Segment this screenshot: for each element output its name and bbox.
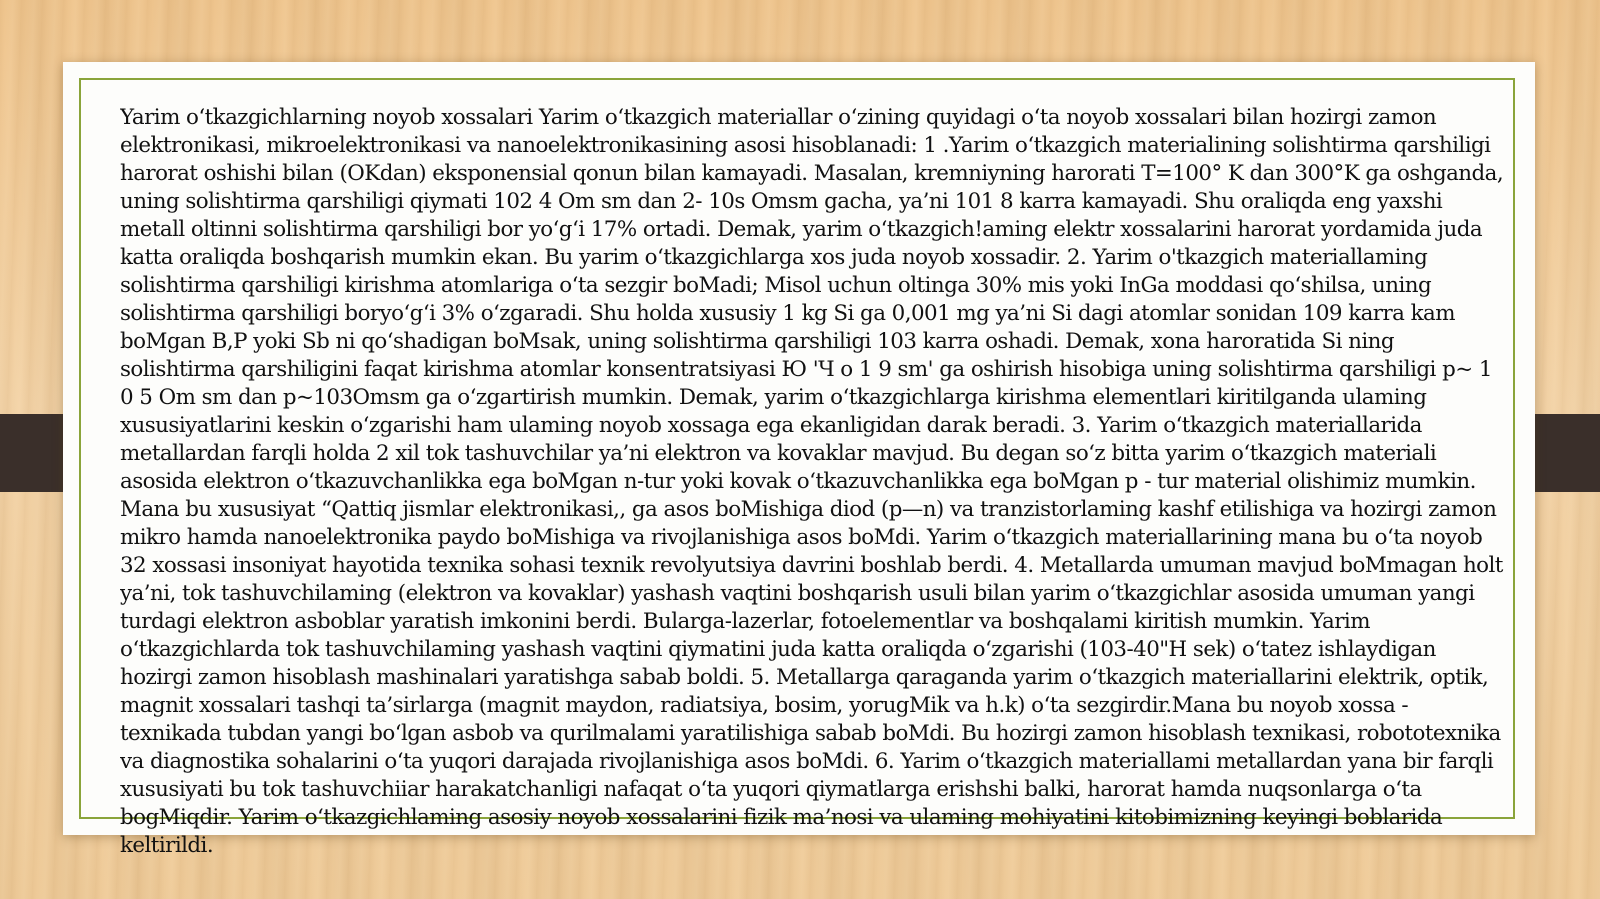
slide-body-text: Yarim o‘tkazgichlarning noyob xossalari Yarim o‘tkazgich materiallar o‘zining quyidagi o‘ta noyob xossalari bilan hozirgi zamon elektronikasi, mikroelektronikasi va nanoelektronikasining asosi hisoblanadi: 1 .Yarim o‘tkazgich materialining solishtirma qarshiligi harorat oshishi bilan (OKdan) eksponensial qonun bilan kamayadi. Masalan, kremniyning harorati T=100° K dan 300°K ga oshganda, uning solishtirma qarshiligi qiymati 102 4 Om sm dan 2- 10s Omsm gacha, ya’ni 101 8 karra kamayadi. Shu oraliqda eng yaxshi metall oltinni solishtirma qarshiligi bor yo‘g‘i 17% ortadi. Demak, yarim o‘tkazgich!aming elektr xossalarini harorat yordamida juda katta oraliqda boshqarish mumkin ekan. Bu yarim o‘tkazgichlarga xos juda noyob xossadir. 2. Yarim o'tkazgich materiallaming solishtirma qarshiligi kirishma atomlariga o‘ta sezgir boMadi; Misol uchun oltinga 30% mis yoki InGa moddasi qo‘shilsa, uning solishtirma qarshiligi boryo‘g‘i 3% o‘zgaradi. Shu holda xususiy 1 kg Si ga 0,001 mg ya’ni Si dagi atomlar sonidan 109 karra kam boMgan B,P yoki Sb ni qo‘shadigan boMsak, uning solishtirma qarshiligi 103 karra oshadi. Demak, xona haroratida Si ning solishtirma qarshiligini faqat kirishma atomlar konsentratsiyasi Ю 'Ч o 1 9 sm' ga oshirish hisobiga uning solishtirma qarshiligi p~ 1 0 5 Om sm dan p~103Omsm ga o‘zgartirish mumkin. Demak, yarim o‘tkazgichlarga kirishma elementlari kiritilganda ulaming xususiyatlarini keskin o‘zgarishi ham ulaming noyob xossaga ega ekanligidan darak beradi. 3. Yarim o‘tkazgich materiallarida metallardan farqli holda 2 xil tok tashuvchilar ya’ni elektron va kovaklar mavjud. Bu degan so‘z bitta yarim o‘tkazgich materiali asosida elektron o‘tkazuvchanlikka ega boMgan n-tur yoki kovak o‘tkazuvchanlikka ega boMgan p - tur material olishimiz mumkin. Mana bu xususiyat “Qattiq jismlar elektronikasi,, ga asos boMishiga diod (p—n) va tranzistorlaming kashf etilishiga va hozirgi zamon mikro hamda nanoelektronika paydo boMishiga va rivojlanishiga asos boMdi. Yarim o‘tkazgich materiallarining mana bu o‘ta noyob 32 xossasi insoniyat hayotida texnika sohasi texnik revolyutsiya davrini boshlab berdi. 4. Metallarda umuman mavjud boMmagan holt ya’ni, tok tashuvchilaming (elektron va kovaklar) yashash vaqtini boshqarish usuli bilan yarim o‘tkazgichlar asosida umuman yangi turdagi elektron asboblar yaratish imkonini berdi. Bularga-lazerlar, fotoelementlar va boshqalami kiritish mumkin. Yarim o‘tkazgichlarda tok tashuvchilaming yashash vaqtini qiymatini juda katta oraliqda o‘zgarishi (103-40"H sek) o‘tatez ishlaydigan hozirgi zamon hisoblash mashinalari yaratishga sabab boldi. 5. Metallarga qaraganda yarim o‘tkazgich materiallarini elektrik, optik, magnit xossalari tashqi ta’sirlarga (magnit maydon, radiatsiya, bosim, yorugMik va h.k) o‘ta sezgirdir.Mana bu noyob xossa - texnikada tubdan yangi bo‘lgan asbob va qurilmalami yaratilishiga sabab boMdi. Bu hozirgi zamon hisoblash texnikasi, robototexnika va diagnostika sohalarini o‘ta yuqori darajada rivojlanishiga asos boMdi. 6. Yarim o‘tkazgich materiallami metallardan yana bir farqli xususiyati bu tok tashuvchiiar harakatchanligi nafaqat o‘ta yuqori qiymatlarga erishshi balki, harorat hamda nuqsonlarga o‘ta bogMiqdir. Yarim o‘tkazgichlaming asosiy noyob xossalarini fizik ma’nosi va ulaming mohiyatini kitobimizning keyingi boblarida keltirildi. <box>120 105 1504 858</box>
